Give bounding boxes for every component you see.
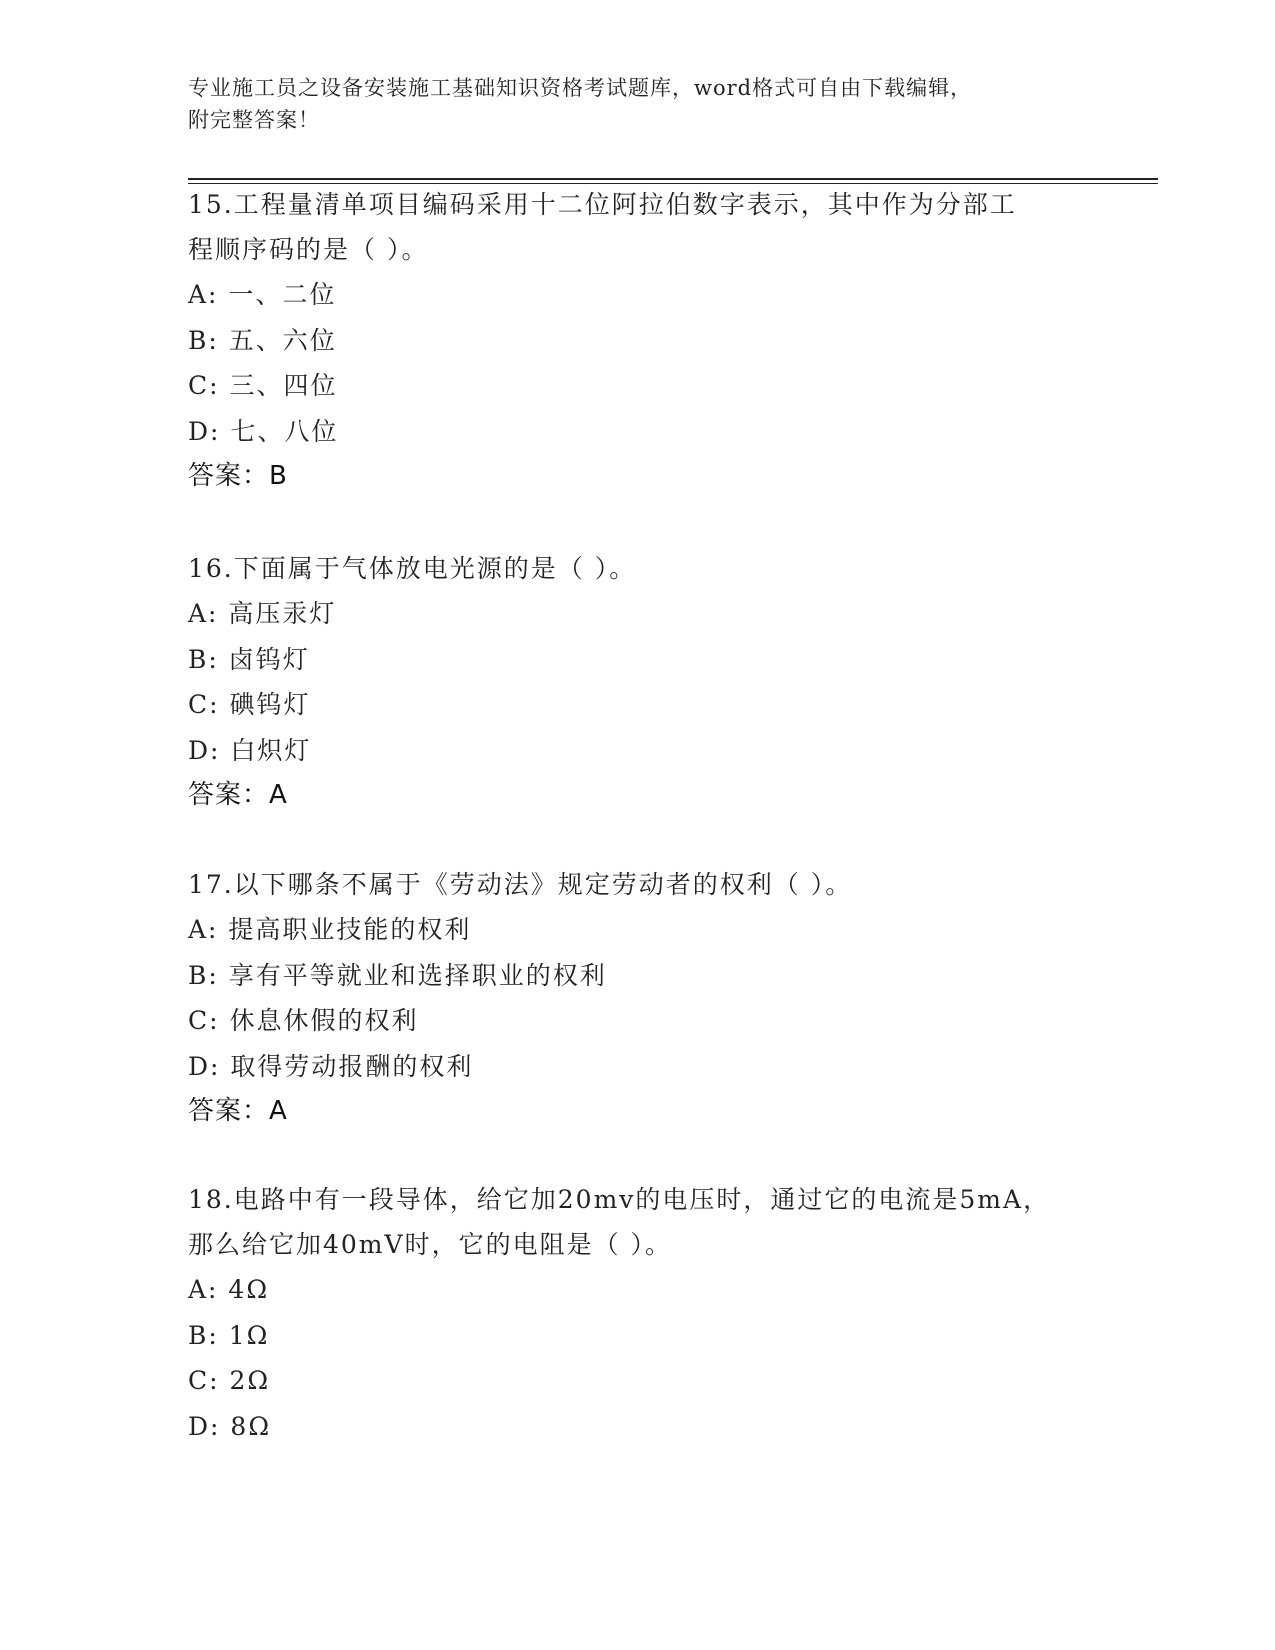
answer-line: 答案：B xyxy=(188,461,288,491)
question-stem: 15.工程量清单项目编码采用十二位阿拉伯数字表示，其中作为分部工 xyxy=(188,190,1017,219)
option-b: B: 五、六位 xyxy=(188,325,337,355)
question-stem: 程顺序码的是（ ）。 xyxy=(188,235,429,264)
option-a: A: 提高职业技能的权利 xyxy=(188,915,472,944)
question-17 xyxy=(188,862,1088,1134)
question-18 xyxy=(188,1177,1088,1449)
option-c: C: 三、四位 xyxy=(188,371,338,400)
header-line-2: 附完整答案！ xyxy=(188,108,320,132)
question-stem: 18.电路中有一段导体，给它加20mv的电压时，通过它的电流是5mA， xyxy=(188,1185,1051,1214)
option-d: D: 8Ω xyxy=(188,1411,272,1441)
option-d: D: 七、八位 xyxy=(188,416,339,446)
question-stem: 那么给它加40mV时，它的电阻是（ ）。 xyxy=(188,1230,673,1259)
option-a: A: 4Ω xyxy=(188,1275,270,1304)
question-stem: 17.以下哪条不属于《劳动法》规定劳动者的权利（ ）。 xyxy=(188,870,853,899)
option-b: B: 享有平等就业和选择职业的权利 xyxy=(188,960,607,990)
answer-line: 答案：A xyxy=(188,780,288,810)
option-c: C: 2Ω xyxy=(188,1366,271,1395)
option-c: C: 休息休假的权利 xyxy=(188,1006,419,1035)
option-d: D: 取得劳动报酬的权利 xyxy=(188,1051,474,1081)
option-c: C: 碘钨灯 xyxy=(188,690,311,719)
answer-line: 答案：A xyxy=(188,1096,288,1126)
option-a: A: 一、二位 xyxy=(188,280,337,309)
document-header xyxy=(188,72,1088,136)
header-line-1: 专业施工员之设备安装施工基础知识资格考试题库，word格式可自由下载编辑， xyxy=(188,76,973,100)
option-a: A: 高压汞灯 xyxy=(188,599,337,628)
question-15 xyxy=(188,182,1088,499)
option-b: B: 1Ω xyxy=(188,1320,270,1350)
question-stem: 16.下面属于气体放电光源的是（ ）。 xyxy=(188,554,637,583)
question-16 xyxy=(188,546,1088,818)
option-b: B: 卤钨灯 xyxy=(188,644,310,674)
option-d: D: 白炽灯 xyxy=(188,735,312,765)
